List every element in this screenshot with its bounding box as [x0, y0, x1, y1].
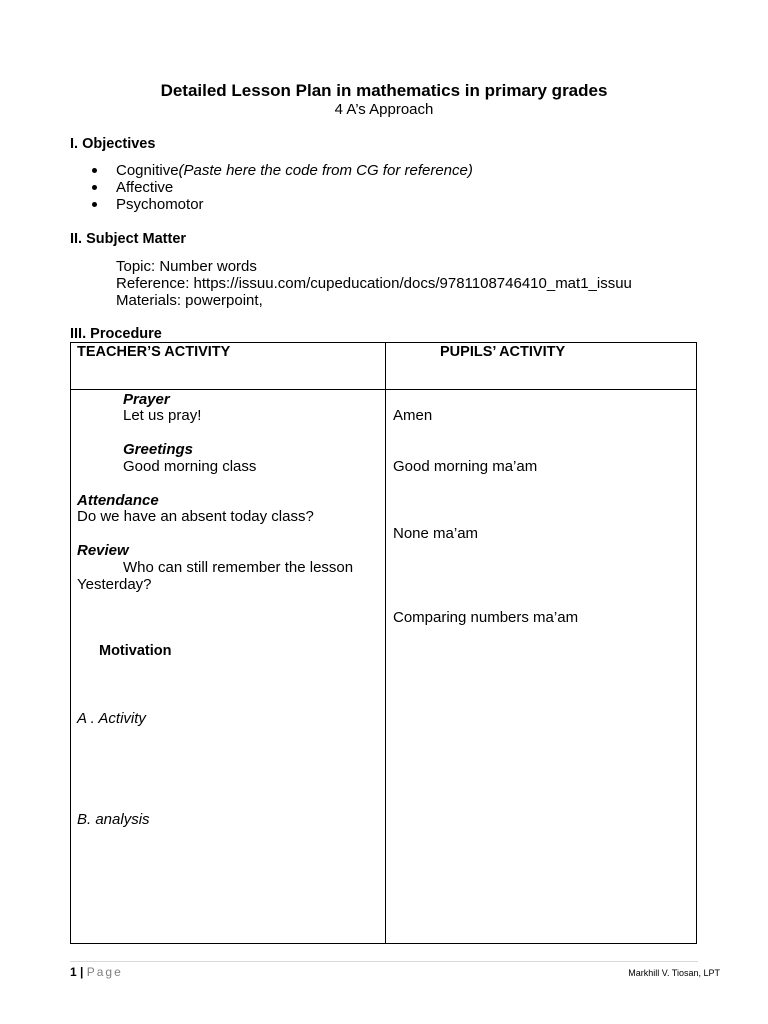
objective-note: (Paste here the code from CG for reference) [178, 162, 473, 179]
page-separator: | [76, 965, 87, 979]
prayer-text: Let us pray! [123, 407, 202, 424]
attendance-text: Do we have an absent today class? [77, 508, 314, 525]
bullet-icon [92, 168, 97, 173]
procedure-heading: III. Procedure [70, 326, 162, 342]
pupil-response-none: None ma’am [393, 525, 479, 542]
footer-divider [70, 961, 698, 962]
bullet-icon [92, 202, 97, 207]
subject-matter-heading: II. Subject Matter [70, 231, 187, 247]
pupil-response-greeting: Good morning ma’am [393, 458, 538, 475]
teacher-activity-header: TEACHER’S ACTIVITY [77, 344, 231, 360]
objective-item-psychomotor [92, 196, 473, 213]
review-label: Review [77, 542, 129, 559]
objective-item-cognitive [92, 162, 473, 179]
page-subtitle: 4 A’s Approach [334, 101, 434, 118]
review-text-line2: Yesterday? [77, 576, 152, 593]
table-column-divider [385, 342, 386, 944]
footer-author: Markhill V. Tiosan, LPT [628, 968, 720, 978]
objective-label: Affective [116, 179, 174, 196]
pupils-activity-header: PUPILS’ ACTIVITY [440, 344, 566, 360]
objectives-list [92, 162, 473, 213]
page-word: Page [86, 965, 123, 979]
page-number [70, 965, 123, 979]
topic-line: Topic: Number words [116, 258, 257, 275]
objectives-heading: I. Objectives [70, 136, 156, 152]
reference-line: Reference: https://issuu.com/cupeducation/docs/9781108746410_mat1_issuu [116, 275, 632, 292]
review-text-line1: Who can still remember the lesson [123, 559, 354, 576]
bullet-icon [92, 185, 97, 190]
greetings-text: Good morning class [123, 458, 257, 475]
objective-item-affective [92, 179, 473, 196]
table-header-divider [70, 389, 697, 390]
prayer-label: Prayer [123, 391, 170, 408]
objective-label: Psychomotor [116, 196, 204, 213]
pupil-response-amen: Amen [393, 407, 433, 424]
attendance-label: Attendance [77, 492, 159, 509]
objective-label: Cognitive [116, 162, 179, 179]
analysis-label: B. analysis [77, 811, 150, 828]
materials-line: Materials: powerpoint, [116, 292, 263, 309]
page-title: Detailed Lesson Plan in mathematics in primary grades [160, 81, 608, 100]
activity-label: A . Activity [77, 710, 146, 727]
pupil-response-comparing: Comparing numbers ma’am [393, 609, 579, 626]
page-number-value: 1 [70, 965, 77, 979]
greetings-label: Greetings [123, 441, 194, 458]
motivation-label: Motivation [99, 643, 172, 659]
